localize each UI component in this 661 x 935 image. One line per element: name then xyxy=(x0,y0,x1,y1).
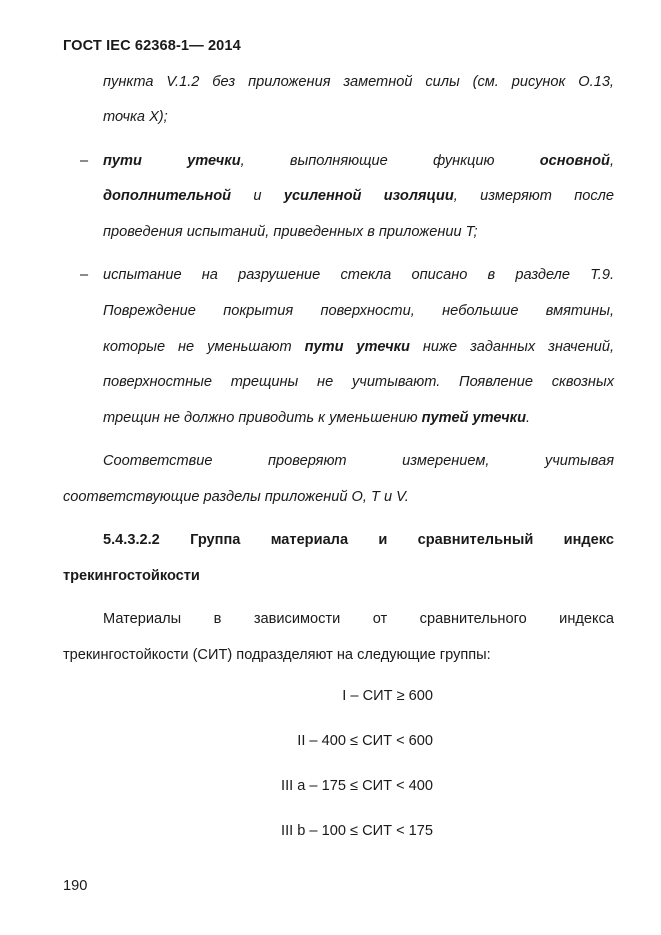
text-span: трещин не должно приводить к уменьшению xyxy=(103,410,418,426)
text-line xyxy=(103,151,614,171)
text-span: ниже заданных значений, xyxy=(422,339,615,355)
material-group: I – СИТ ≥ 600 xyxy=(342,688,433,704)
text-line: Повреждение покрытия поверхности, небольшие вмятины, xyxy=(103,303,614,319)
term-creepage: утечки xyxy=(187,153,241,169)
text-line xyxy=(103,337,614,357)
term-basic: основной xyxy=(539,153,610,169)
text-line: соответствующие разделы приложений O, T и V. xyxy=(63,489,409,505)
text-span: , выполняющие функцию xyxy=(240,153,495,169)
text-line xyxy=(103,408,614,428)
text-span: . xyxy=(526,410,531,426)
material-group: II – 400 ≤ СИТ < 600 xyxy=(297,733,433,749)
term-creepage: пути xyxy=(103,153,142,169)
term-creepage: путей утечки xyxy=(421,410,526,426)
text-span: , xyxy=(609,153,614,169)
page-number: 190 xyxy=(63,878,88,894)
text-line: трекингостойкости (СИТ) подразделяют на следующие группы: xyxy=(63,647,491,663)
term-supplementary: дополнительной xyxy=(103,188,232,204)
text-line: испытание на разрушение стекла описано в разделе T.9. xyxy=(103,267,614,283)
section-heading: 5.4.3.2.2 Группа материала и сравнительный индекс xyxy=(103,532,614,548)
text-line: Соответствие проверяют измерением, учитывая xyxy=(103,453,614,469)
term-reinforced-insulation: усиленной изоляции xyxy=(283,188,454,204)
text-line: пункта V.1.2 без приложения заметной силы (см. рисунок О.13, xyxy=(103,74,614,90)
document-header: ГОСТ IEC 62368-1— 2014 xyxy=(63,38,241,54)
text-span: и xyxy=(253,188,262,204)
text-line: проведения испытаний, приведенных в приложении T; xyxy=(103,224,478,240)
term-creepage: пути утечки xyxy=(304,339,410,355)
material-group: III b – 100 ≤ СИТ < 175 xyxy=(281,823,433,839)
list-bullet-dash: – xyxy=(80,267,89,283)
text-line: точка X); xyxy=(103,109,168,125)
material-group: III a – 175 ≤ СИТ < 400 xyxy=(281,778,433,794)
text-line: Материалы в зависимости от сравнительного индекса xyxy=(103,611,614,627)
text-line: поверхностные трещины не учитывают. Появление сквозных xyxy=(103,374,614,390)
text-span: которые не уменьшают xyxy=(103,339,292,355)
list-bullet-dash: – xyxy=(80,153,89,169)
text-span: , измеряют после xyxy=(453,188,614,204)
text-line xyxy=(103,186,614,206)
section-heading: трекингостойкости xyxy=(63,568,200,584)
